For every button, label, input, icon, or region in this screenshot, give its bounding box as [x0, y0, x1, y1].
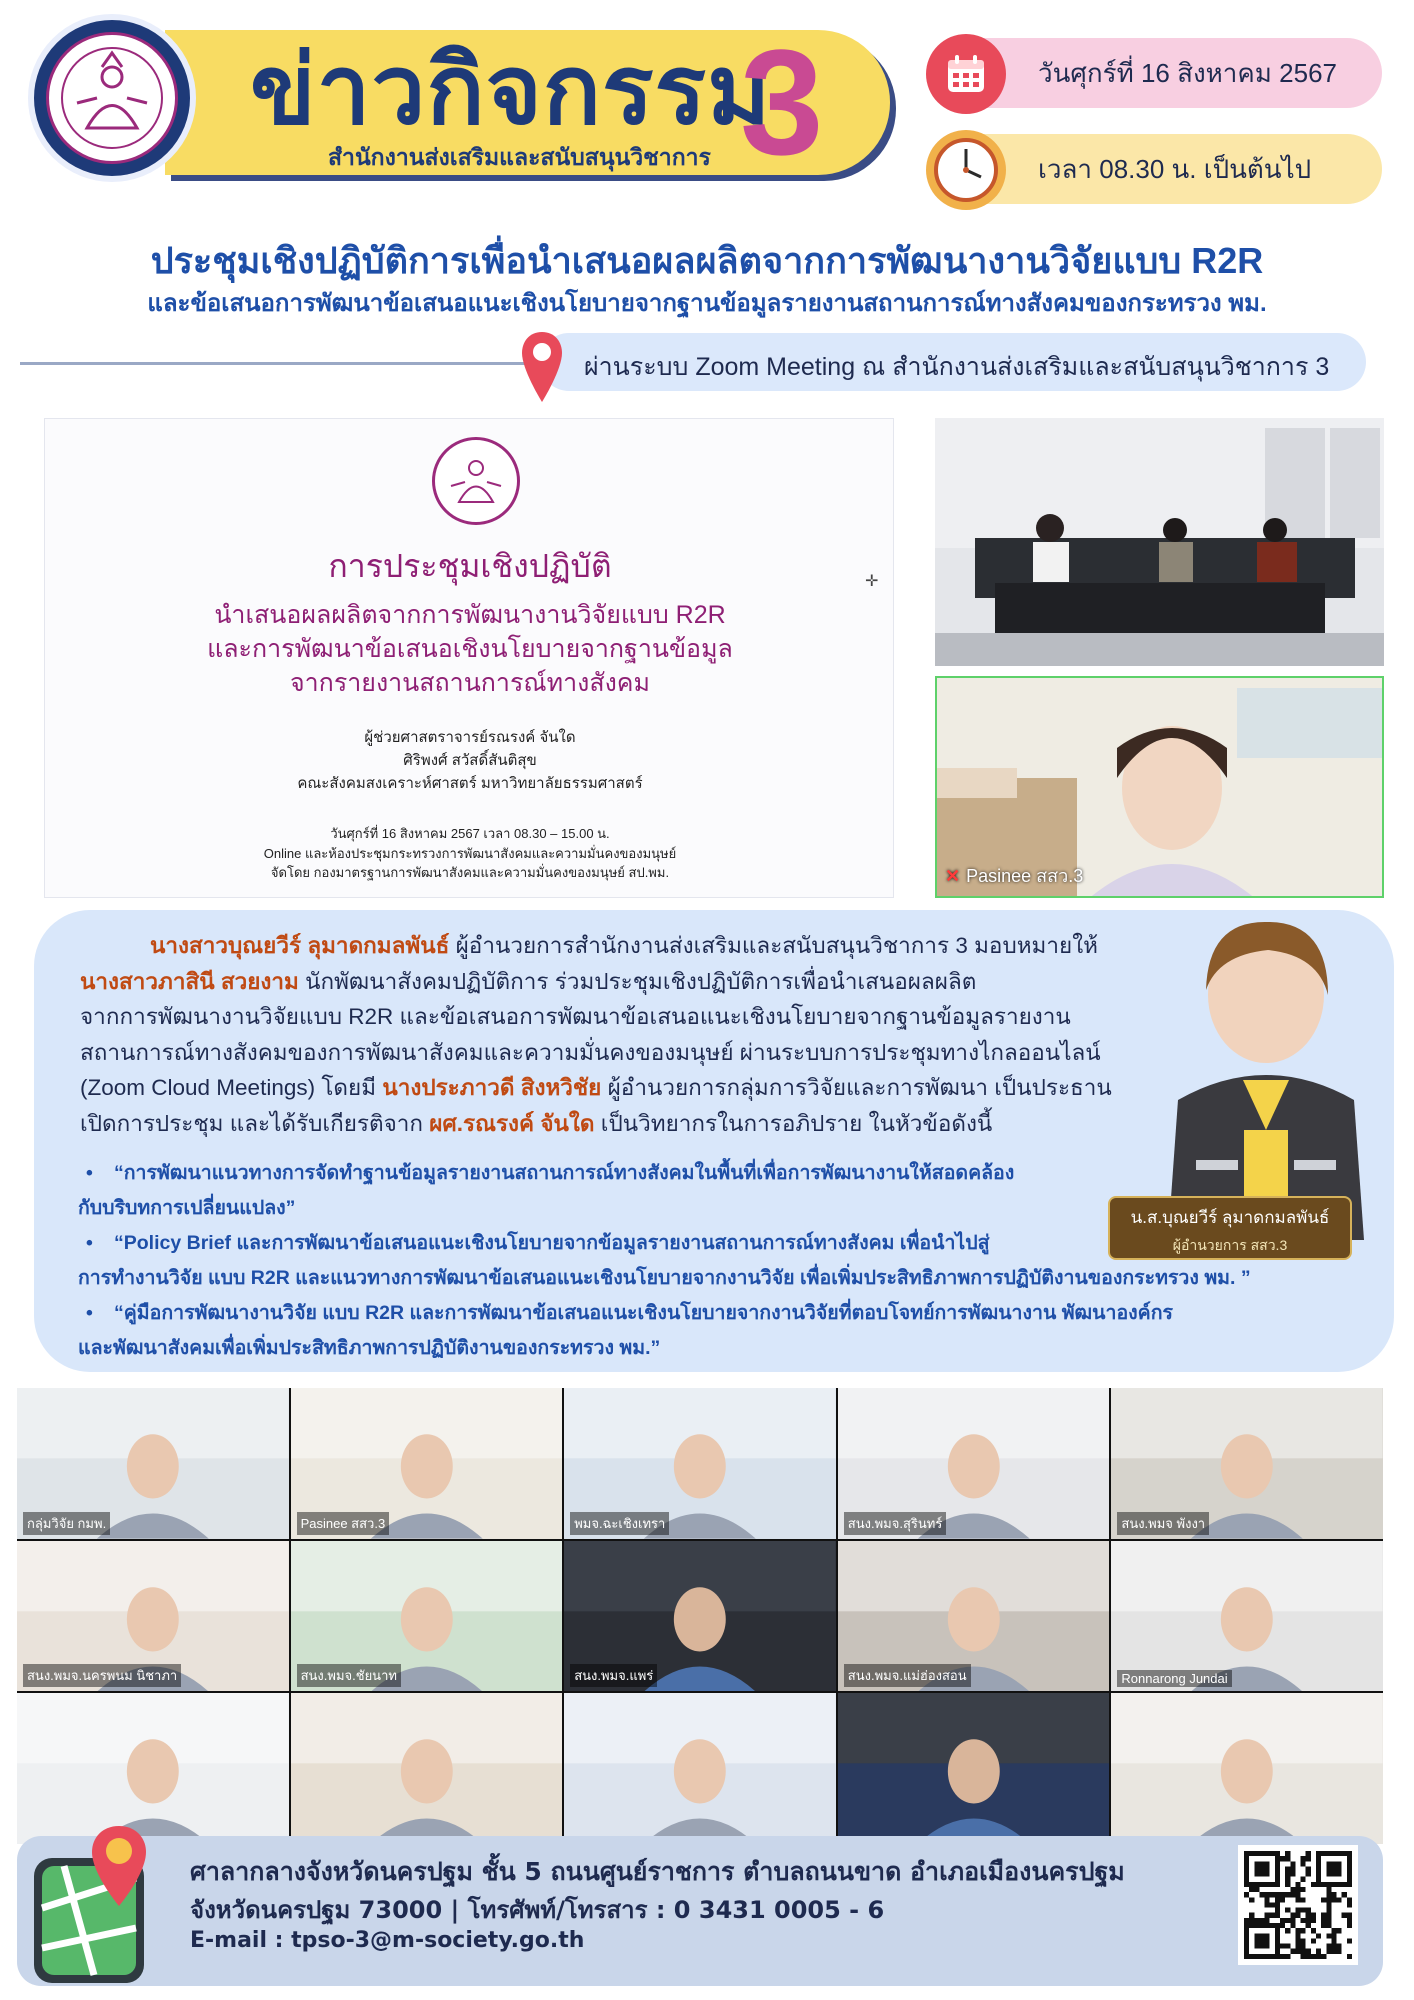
slide-title: การประชุมเชิงปฏิบัติ: [328, 548, 612, 584]
zoom-tile-name: สนง.พมจ.แพร่: [570, 1664, 657, 1687]
zoom-tile: [838, 1693, 1110, 1844]
slide-faculty: คณะสังคมสงเคราะห์ศาสตร์ มหาวิทยาลัยธรรมศาสตร์: [297, 775, 643, 792]
zoom-tile-name: สนง.พมจ พังงา: [1117, 1512, 1209, 1535]
location-divider: [20, 362, 540, 365]
slide-organizer: จัดโดย กองมาตรฐานการพัฒนาสังคมและความมั่นคงของมนุษย์ สป.พม.: [270, 865, 670, 880]
zoom-tile: [1111, 1388, 1383, 1539]
director-portrait: [1148, 900, 1384, 1240]
event-date: วันศุกร์ที่ 16 สิงหาคม 2567: [1038, 57, 1337, 88]
zoom-tile: [1111, 1693, 1383, 1844]
director-name: นางสาวบุณยวีร์ ลุมาดกมลพันธ์: [150, 933, 450, 958]
footer-address: ศาลากลางจังหวัดนครปฐม ชั้น 5 ถนนศูนย์ราชการ ตำบลถนนขาด อำเภอเมืองนครปฐม: [190, 1857, 1125, 1886]
headline-main: ประชุมเชิงปฏิบัติการเพื่อนำเสนอผลผลิตจากการพัฒนางานวิจัยแบบ R2R: [150, 240, 1264, 281]
chair-name: นางประภาวดี สิงหวิชัย: [382, 1075, 602, 1100]
event-time: เวลา 08.30 น. เป็นต้นไป: [1038, 153, 1312, 184]
zoom-tile-name: สนง.พมจ.สุรินทร์: [844, 1512, 947, 1535]
caption-position: ผู้อำนวยการ สสว.3: [1172, 1237, 1288, 1253]
summary-paragraph: นางสาวบุณยวีร์ ลุมาดกมลพันธ์ ผู้อำนวยการสำนักงานส่งเสริมและสนับสนุนวิชาการ 3 มอบหมายให้ นางสาวภาสินี สวยงาม นักพัฒนาสังคมปฏิบัติการ ร่วมประชุมเชิงปฏิบัติการเพื่อนำเสนอผลผลิต จากการพัฒนางานวิจัยแบบ R2R และข้อเสนอการพัฒนาข้อเสนอแนะเชิงนโยบายจากฐานข้อมูลรายงาน สถานการณ์ทางสังคมของการพัฒนาสังคมและความมั่นคงของมนุษย์ ผ่านระบบการประชุมทางไกลออนไลน์ (Zoom Cloud Meetings) โดยมี นางประภาวดี สิงหวิชัย ผู้อำนวยการกลุ่มการวิจัยและการพัฒนา เป็นประธาน เปิดการประชุม และได้รับเกียรติจาก ผศ.รณรงค์ จันใด เป็นวิทยากรในการอภิปราย ในหัวข้อดังนี้: [80, 933, 1112, 1136]
qr-code: [1238, 1845, 1358, 1965]
zoom-tile-name: Pasinee สสว.3: [297, 1512, 390, 1535]
ministry-logo: [28, 14, 196, 182]
topic-item: • “Policy Brief และการพัฒนาข้อเสนอแนะเชิงนโยบายจากข้อมูลรายงานสถานการณ์ทางสังคม เพื่อนำไปสู่ การทำงานวิจัย แบบ R2R และแนวทางการพัฒนาข้อเสนอแนะเชิงนโยบายจากงานวิจัย เพื่อเพิ่มประสิทธิภาพการปฏิบัติงานของกระทรวง พม. ”: [78, 1226, 1318, 1296]
zoom-tile-name: Ronnarong Jundai: [1117, 1670, 1231, 1687]
mic-muted-icon: ✕: [945, 866, 961, 886]
zoom-tile-name: สนง.พมจ.นครพนม นิชาภา: [23, 1664, 181, 1687]
zoom-tile-name: สนง.พมจ.ชัยนาท: [297, 1664, 401, 1687]
zoom-tile: [291, 1541, 563, 1692]
location-pin-icon: [520, 330, 564, 404]
slide-line-1: นำเสนอผลผลิตจากการพัฒนางานวิจัยแบบ R2R: [214, 601, 726, 629]
zoom-tile-name: กลุ่มวิจัย กมพ.: [23, 1512, 110, 1535]
participant-name: Pasinee สสว.3: [966, 866, 1084, 886]
location-text: ผ่านระบบ Zoom Meeting ณ สำนักงานส่งเสริมและสนับสนุนวิชาการ 3: [584, 353, 1330, 381]
crosshair-cursor-icon: ✛: [865, 571, 879, 590]
zoom-tile: [838, 1388, 1110, 1539]
zoom-tile: [291, 1693, 563, 1844]
zoom-tile-name: สนง.พมจ.แม่ฮ่องสอน: [844, 1664, 971, 1687]
meeting-room-photo: [935, 418, 1384, 666]
zoom-tile: [291, 1388, 563, 1539]
zoom-tile: [1111, 1541, 1383, 1692]
slide-line-3: จากรายงานสถานการณ์ทางสังคม: [290, 669, 650, 697]
date-pill: [928, 38, 1382, 108]
slide-datetime: วันศุกร์ที่ 16 สิงหาคม 2567 เวลา 08.30 – 15.00 น.: [330, 826, 610, 841]
office-subtitle: สำนักงานส่งเสริมและสนับสนุนวิชาการ: [328, 144, 711, 170]
zoom-tile-name: พมจ.ฉะเชิงเทรา: [570, 1512, 669, 1535]
presentation-slide: [44, 418, 894, 898]
topic-list: [78, 1156, 1318, 1366]
time-pill: [928, 134, 1382, 204]
clock-icon: [926, 130, 1006, 210]
topic-item: • “คู่มือการพัฒนางานวิจัย แบบ R2R และการพัฒนาข้อเสนอแนะเชิงนโยบายจากงานวิจัยที่ตอบโจทย์การพัฒนางาน พัฒนาองค์กร และพัฒนาสังคมเพื่อเพิ่มประสิทธิภาพการปฏิบัติงานของกระทรวง พม.”: [78, 1296, 1318, 1366]
zoom-tile: [564, 1693, 836, 1844]
footer-email: E-mail : tpso-3@m-society.go.th: [190, 1928, 585, 1953]
footer-phone: จังหวัดนครปฐม 73000 | โทรศัพท์/โทรสาร : 0 3431 0005 - 6: [190, 1896, 885, 1924]
title-number: 3: [740, 18, 824, 186]
speaker-name: ผศ.รณรงค์ จันใด: [429, 1110, 595, 1136]
zoom-tile: [564, 1388, 836, 1539]
map-icon: [24, 1818, 174, 1988]
zoom-tile: [838, 1541, 1110, 1692]
topic-item: • “การพัฒนาแนวทางการจัดทำฐานข้อมูลรายงานสถานการณ์ทางสังคมในพื้นที่เพื่อการพัฒนางานให้สอดคล้อง กับบริบทการเปลี่ยนแปลง”: [78, 1156, 1318, 1226]
slide-logo: [432, 437, 520, 525]
staff-name: นางสาวภาสินี สวยงาม: [80, 968, 299, 994]
slide-speaker-1: ผู้ช่วยศาสตราจารย์รณรงค์ จันใด: [364, 729, 576, 746]
zoom-tile: [564, 1541, 836, 1692]
calendar-icon: [926, 34, 1006, 114]
zoom-tile: [17, 1541, 289, 1692]
slide-line-2: และการพัฒนาข้อเสนอเชิงนโยบายจากฐานข้อมูล: [207, 635, 733, 663]
slide-venue: Online และห้องประชุมกระทรวงการพัฒนาสังคมและความมั่นคงของมนุษย์: [263, 846, 677, 861]
headline-sub: และข้อเสนอการพัฒนาข้อเสนอแนะเชิงนโยบายจากฐานข้อมูลรายงานสถานการณ์ทางสังคมของกระทรวง พม.: [147, 290, 1267, 317]
zoom-gallery: [17, 1388, 1383, 1844]
director-caption: [1108, 1196, 1352, 1260]
zoom-tile: [17, 1388, 289, 1539]
zoom-participant-photo: [935, 676, 1384, 898]
deity-emblem-icon: [57, 43, 167, 153]
slide-speaker-2: ศิริพงศ์ สวัสดิ์สันติสุข: [403, 752, 537, 769]
page-title: ข่าวกิจกรรม: [250, 37, 772, 144]
caption-name: น.ส.บุณยวีร์ ลุมาดกมลพันธ์: [1130, 1208, 1330, 1227]
